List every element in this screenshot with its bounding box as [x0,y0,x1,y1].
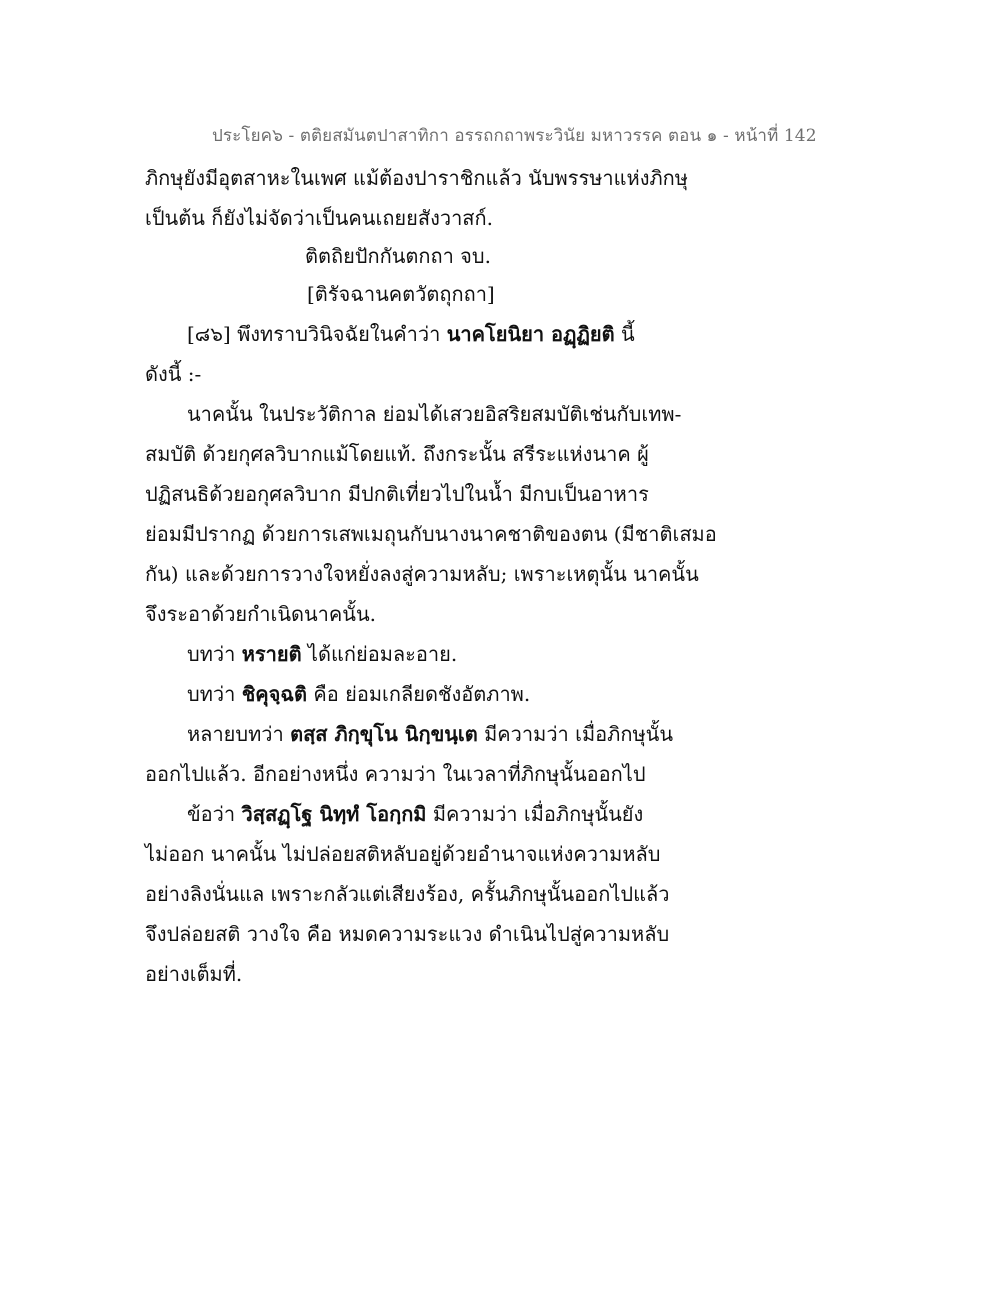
text-line: ย่อมมีปรากฏ ด้วยการเสพเมถุนกับนางนาคชาติของตน (มีชาติเสมอ [145,522,717,546]
line-text: ได้แก่ย่อมละอาย. [301,642,458,666]
line-text: นี้ [614,322,635,346]
text-line [187,634,457,674]
pali-term: วิสฺสฏฺโฐ นิทฺทํ โอกฺกมิ [241,802,427,826]
pali-term: นาคโยนิยา อฏฺฏิยติ [446,322,615,346]
text-line: จึงระอาด้วยกำเนิดนาคนั้น. [145,602,376,626]
section-end-heading: ติตถิยปักกันตกถา จบ. [305,244,491,268]
line-text: มีความว่า เมื่อภิกษุนั้น [477,722,673,746]
line-text: หลายบทว่า [187,722,291,746]
section-title: [ติรัจฉานคตวัตถุกถา] [307,282,495,306]
text-line: ดังนี้ :- [145,362,202,386]
line-text: บทว่า [187,642,242,666]
text-line: ภิกษุยังมีอุตสาหะในเพศ แม้ต้องปาราชิกแล้ว นับพรรษาแห่งภิกษุ [145,166,688,190]
text-line: ออกไปแล้ว. อีกอย่างหนึ่ง ความว่า ในเวลาที่ภิกษุนั้นออกไป [145,762,646,786]
line-text: [๘๖] พึงทราบวินิจฉัยในคำว่า [187,322,447,346]
page-header: ประโยค๖ - ตติยสมันตปาสาทิกา อรรถกถาพระวินัย มหาวรรค ตอน ๑ - หน้าที่ 142 [212,126,817,146]
text-line: จึงปล่อยสติ วางใจ คือ หมดความระแวง ดำเนินไปสู่ความหลับ [145,922,670,946]
line-text: คือ ย่อมเกลียดชังอัตภาพ. [307,682,531,706]
pali-term: ตสฺส ภิกฺขุโน นิกฺขนฺเต [290,722,478,746]
text-line [187,794,643,834]
line-text: มีความว่า เมื่อภิกษุนั้นยัง [426,802,644,826]
text-line: อย่างเต็มที่. [145,962,243,986]
text-line: นาคนั้น ในประวัติกาล ย่อมได้เสวยอิสริยสมบัติเช่นกับเทพ- [187,402,682,426]
text-line: สมบัติ ด้วยกุศลวิบากแม้โดยแท้. ถึงกระนั้น สรีระแห่งนาค ผู้ [145,442,649,466]
text-line: เป็นต้น ก็ยังไม่จัดว่าเป็นคนเถยยสังวาสก์. [145,206,493,230]
text-line [187,674,530,714]
pali-term: หรายติ [241,642,302,666]
text-line: กัน) และด้วยการวางใจหยั่งลงสู่ความหลับ; เพราะเหตุนั้น นาคนั้น [145,562,699,586]
text-line: ไม่ออก นาคนั้น ไม่ปล่อยสติหลับอยู่ด้วยอำนาจแห่งความหลับ [145,842,661,866]
text-line: ปฏิสนธิด้วยอกุศลวิบาก มีปกติเที่ยวไปในน้ำ มีกบเป็นอาหาร [145,482,649,506]
line-text: ข้อว่า [187,802,242,826]
line-text: บทว่า [187,682,242,706]
text-line [187,314,635,354]
pali-term: ชิคุจฺฉติ [241,682,307,706]
text-line [187,714,673,754]
text-line: อย่างลิงนั่นแล เพราะกลัวแต่เสียงร้อง, ครั้นภิกษุนั้นออกไปแล้ว [145,882,670,906]
